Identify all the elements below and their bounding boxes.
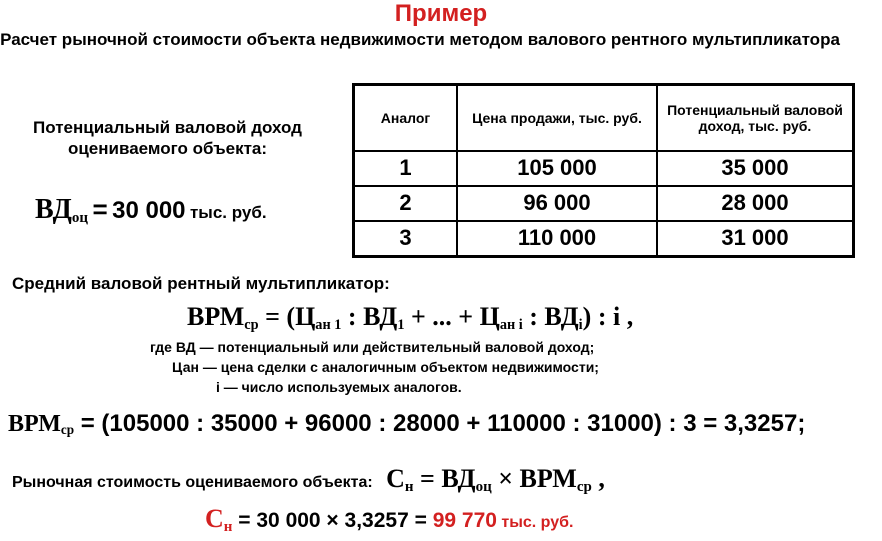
legend-line: Цан — цена сделки с аналогичным объектом недвижимости; bbox=[172, 359, 599, 375]
vrm-formula bbox=[187, 302, 633, 332]
market-eq: = ВД bbox=[413, 464, 476, 493]
vd-subscript: оц bbox=[71, 209, 89, 226]
final-unit: тыс. руб. bbox=[496, 514, 574, 531]
vrm-sub2: 1 bbox=[397, 316, 405, 333]
table-row bbox=[354, 221, 854, 257]
final-c: С bbox=[205, 504, 224, 533]
cell-price-1: 105 000 bbox=[457, 151, 657, 186]
vrm-part3: + ... + Ц bbox=[404, 302, 500, 331]
final-expr: = 30 000 × 3,3257 = bbox=[232, 509, 433, 532]
calc-lhs: ВРМ bbox=[8, 411, 61, 437]
final-c-sub: н bbox=[223, 518, 233, 535]
vrm-lhs: ВРМ bbox=[187, 302, 245, 331]
table-row bbox=[354, 151, 854, 186]
legend-line: i — число используемых аналогов. bbox=[216, 379, 462, 395]
market-tail: , bbox=[591, 464, 605, 493]
vrm-part5: ) : i , bbox=[582, 302, 634, 331]
market-c-sub: н bbox=[404, 478, 414, 495]
market-times: × ВРМ bbox=[491, 464, 577, 493]
header-price: Цена продажи, тыс. руб. bbox=[457, 85, 657, 152]
calculation-line bbox=[8, 410, 805, 438]
cell-price-3: 110 000 bbox=[457, 221, 657, 257]
formula-legend bbox=[150, 337, 599, 397]
cell-income-3: 31 000 bbox=[657, 221, 854, 257]
legend-line: где ВД — потенциальный или действительный валовой доход; bbox=[150, 339, 595, 355]
cell-income-2: 28 000 bbox=[657, 186, 854, 221]
vd-unit: тыс. руб. bbox=[189, 203, 267, 222]
vd-value: 30 000 bbox=[112, 197, 186, 224]
slide-title: Пример bbox=[394, 0, 488, 27]
market-c: С bbox=[386, 464, 405, 493]
final-calculation bbox=[205, 504, 573, 534]
vrm-part1: = (Ц bbox=[258, 302, 316, 331]
vrm-part4: : ВД bbox=[522, 302, 579, 331]
avg-multiplier-label: Средний валовой рентный мультипликатор: bbox=[12, 274, 390, 293]
cell-price-2: 96 000 bbox=[457, 186, 657, 221]
vrm-lhs-sub: ср bbox=[244, 316, 259, 333]
vrm-part2: : ВД bbox=[341, 302, 398, 331]
cell-income-1: 35 000 bbox=[657, 151, 854, 186]
market-value-line bbox=[12, 464, 605, 494]
slide-subtitle: Расчет рыночной стоимости объекта недвижимости методом валового рентного мультипликатора bbox=[0, 30, 840, 49]
cell-analog-2: 2 bbox=[354, 186, 458, 221]
vrm-sub3: ан i bbox=[499, 316, 523, 333]
calc-expression: = (105000 : 35000 + 96000 : 28000 + 110000 : 31000) : 3 = 3,3257; bbox=[74, 410, 806, 437]
analogs-table bbox=[352, 83, 855, 258]
cell-analog-1: 1 bbox=[354, 151, 458, 186]
vd-symbol: ВД bbox=[35, 194, 72, 225]
market-vd-sub: оц bbox=[475, 478, 492, 495]
calc-lhs-sub: ср bbox=[60, 422, 75, 438]
header-analog: Аналог bbox=[354, 85, 458, 152]
vrm-sub4: i bbox=[578, 316, 583, 333]
market-vrm-sub: ср bbox=[576, 478, 592, 495]
vd-equals: = bbox=[92, 194, 108, 224]
table-header-row bbox=[354, 85, 854, 152]
cell-analog-3: 3 bbox=[354, 221, 458, 257]
gross-income-formula bbox=[35, 194, 267, 226]
table-row bbox=[354, 186, 854, 221]
header-income: Потенциальный валовой доход, тыс. руб. bbox=[657, 85, 854, 152]
vrm-sub1: ан 1 bbox=[315, 316, 342, 333]
market-value-label: Рыночная стоимость оцениваемого объекта: bbox=[12, 474, 373, 491]
gross-income-label: Потенциальный валовой доход оцениваемого объекта: bbox=[33, 118, 302, 158]
final-result: 99 770 bbox=[432, 509, 497, 532]
